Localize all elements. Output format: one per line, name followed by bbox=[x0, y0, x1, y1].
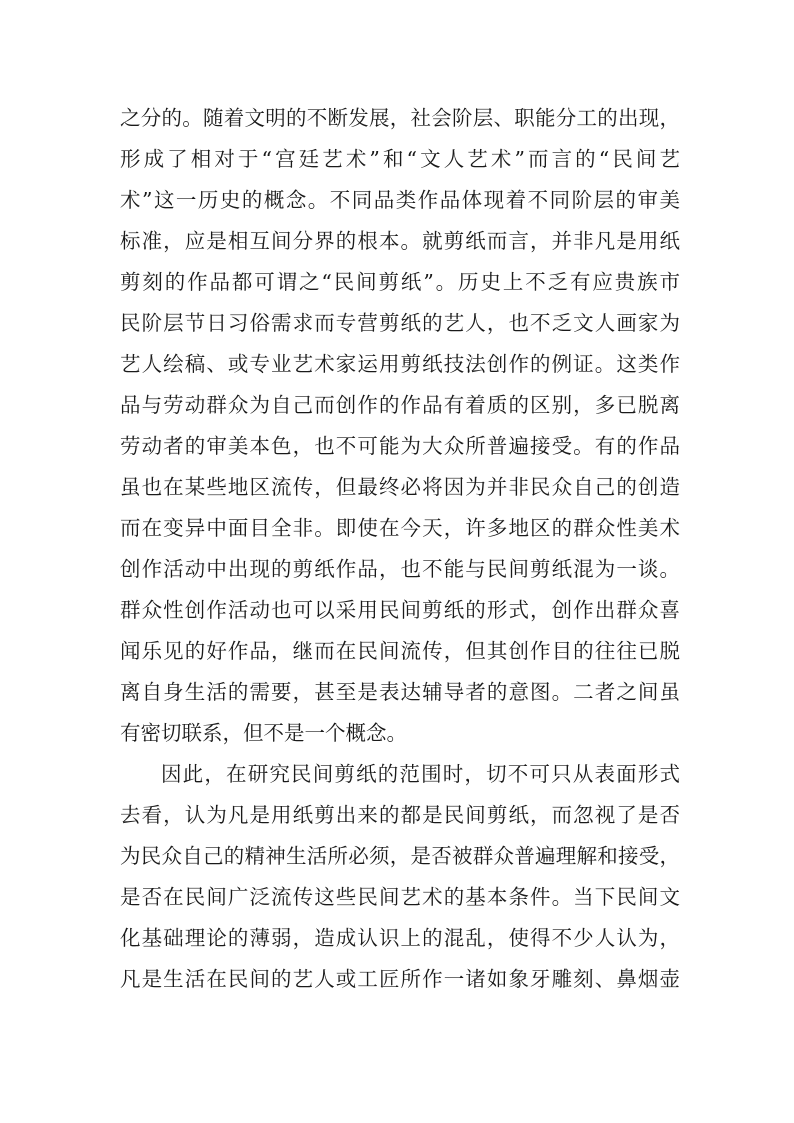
text-line: 术”这一历史的概念。不同品类作品体现着不同阶层的审美 bbox=[120, 188, 680, 212]
text-line: 艺人绘稿、或专业艺术家运用剪纸技法创作的例证。这类作 bbox=[120, 352, 680, 376]
text-line: 品与劳动群众为自己而创作的作品有着质的区别，多已脱离 bbox=[120, 393, 680, 417]
text-line: 有密切联系，但不是一个概念。 bbox=[120, 721, 407, 745]
text-line: 凡是生活在民间的艺人或工匠所作一诸如象牙雕刻、鼻烟壶 bbox=[120, 967, 680, 991]
text-line: 闻乐见的好作品，继而在民间流传，但其创作目的往往已脱 bbox=[120, 639, 680, 663]
text-line: 是否在民间广泛流传这些民间艺术的基本条件。当下民间文 bbox=[120, 885, 680, 909]
text-line: 剪刻的作品都可谓之“民间剪纸”。历史上不乏有应贵族市 bbox=[120, 270, 680, 294]
text-line: 形成了相对于“宫廷艺术”和“文人艺术”而言的“民间艺 bbox=[120, 147, 680, 171]
text-line: 民阶层节日习俗需求而专营剪纸的艺人，也不乏文人画家为 bbox=[120, 311, 680, 335]
text-line: 群众性创作活动也可以采用民间剪纸的形式，创作出群众喜 bbox=[120, 598, 680, 622]
text-line: 为民众自己的精神生活所必须，是否被群众普遍理解和接受， bbox=[120, 844, 680, 868]
text-line: 虽也在某些地区流传，但最终必将因为并非民众自己的创造 bbox=[120, 475, 680, 499]
text-line: 标准，应是相互间分界的根本。就剪纸而言，并非凡是用纸 bbox=[120, 229, 680, 253]
text-line: 因此，在研究民间剪纸的范围时，切不可只从表面形式 bbox=[161, 762, 680, 786]
text-line: 去看，认为凡是用纸剪出来的都是民间剪纸，而忽视了是否 bbox=[120, 803, 680, 827]
text-line: 化基础理论的薄弱，造成认识上的混乱，使得不少人认为， bbox=[120, 926, 680, 950]
text-line: 劳动者的审美本色，也不可能为大众所普遍接受。有的作品 bbox=[120, 434, 680, 458]
text-line: 之分的。随着文明的不断发展，社会阶层、职能分工的出现， bbox=[120, 106, 680, 130]
text-line: 创作活动中出现的剪纸作品，也不能与民间剪纸混为一谈。 bbox=[120, 557, 680, 581]
text-line: 离自身生活的需要，甚至是表达辅导者的意图。二者之间虽 bbox=[120, 680, 680, 704]
text-line: 而在变异中面目全非。即使在今天，许多地区的群众性美术 bbox=[120, 516, 680, 540]
